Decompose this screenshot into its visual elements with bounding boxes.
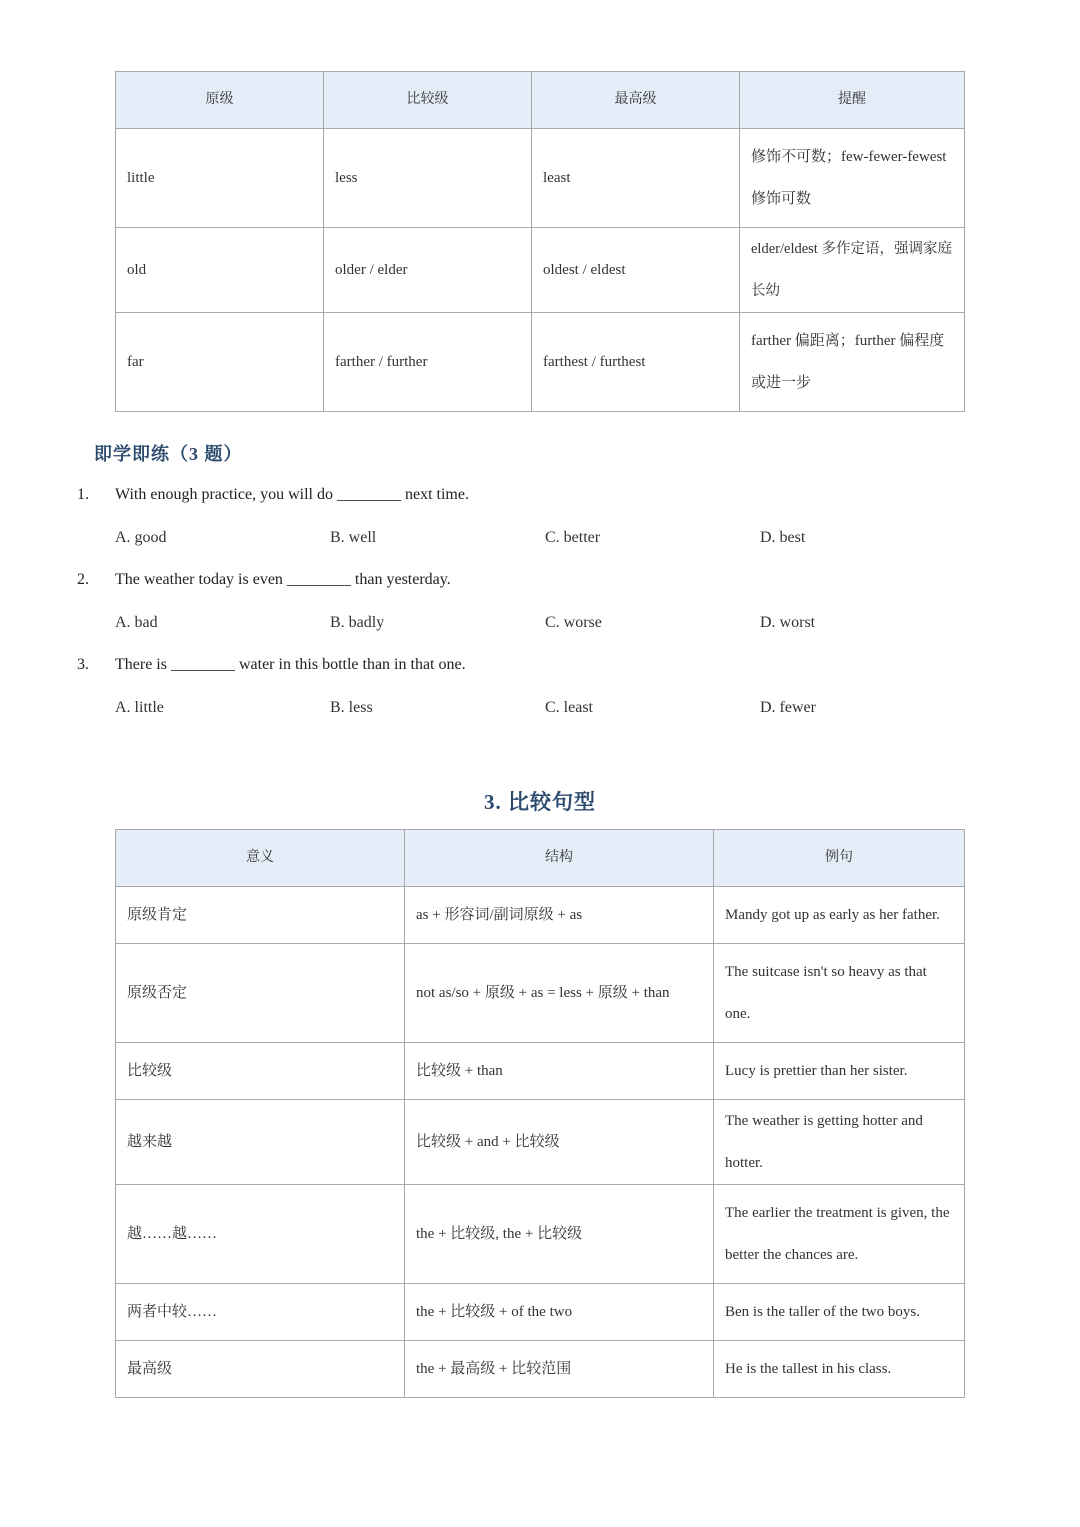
table-cell: Lucy is prettier than her sister.: [714, 1043, 965, 1100]
table-cell: 修饰不可数；few-fewer-fewest 修饰可数: [740, 129, 965, 228]
option-b: B. less: [330, 699, 373, 716]
practice-title: 即学即练（3 题）: [94, 444, 243, 464]
table-cell: far: [116, 313, 324, 412]
table-row: [116, 313, 965, 412]
table-row: [116, 1100, 965, 1185]
table-row: [116, 129, 965, 228]
option-a: A. good: [115, 529, 167, 546]
question-3: [77, 656, 466, 674]
table-cell: Mandy got up as early as her father.: [714, 887, 965, 944]
header-superlative: 最高级: [532, 72, 740, 129]
question-number: 1.: [77, 486, 89, 503]
table-cell: 最高级: [116, 1341, 405, 1398]
question-3-options: [115, 699, 975, 717]
header-structure: 结构: [405, 830, 714, 887]
table-header-row: [116, 72, 965, 129]
table-cell: farthest / furthest: [532, 313, 740, 412]
question-text: There is ________ water in this bottle than in that one.: [115, 656, 466, 673]
table-cell: less: [324, 129, 532, 228]
table-cell: 比较级 + and + 比较级: [405, 1100, 714, 1185]
table-cell: 两者中较……: [116, 1284, 405, 1341]
table-row: [116, 944, 965, 1043]
option-a: A. little: [115, 699, 164, 716]
option-b: B. well: [330, 529, 377, 546]
option-a: A. bad: [115, 614, 158, 631]
table-cell: The earlier the treatment is given, the better the chances are.: [714, 1185, 965, 1284]
table-cell: Ben is the taller of the two boys.: [714, 1284, 965, 1341]
section-3-heading: 3. 比较句型: [484, 790, 596, 814]
option-c: C. better: [545, 529, 601, 546]
option-d: D. worst: [760, 614, 816, 631]
table-cell: farther / further: [324, 313, 532, 412]
option-c: C. worse: [545, 614, 602, 631]
option-d: D. fewer: [760, 699, 816, 716]
option-b: B. badly: [330, 614, 385, 631]
table-cell: 比较级 + than: [405, 1043, 714, 1100]
table-cell: old: [116, 228, 324, 313]
table-cell: oldest / eldest: [532, 228, 740, 313]
table-cell: the + 比较级, the + 比较级: [405, 1185, 714, 1284]
header-meaning: 意义: [116, 830, 405, 887]
question-text: With enough practice, you will do ________ next time.: [115, 486, 469, 503]
table-cell: 原级否定: [116, 944, 405, 1043]
question-text: The weather today is even ________ than yesterday.: [115, 571, 451, 588]
table-cell: The weather is getting hotter and hotter.: [714, 1100, 965, 1185]
table-cell: elder/eldest 多作定语，强调家庭长幼: [740, 228, 965, 313]
header-comparative: 比较级: [324, 72, 532, 129]
header-example: 例句: [714, 830, 965, 887]
question-2-options: [115, 614, 975, 632]
question-2: [77, 571, 451, 589]
header-positive: 原级: [116, 72, 324, 129]
table-cell: 越来越: [116, 1100, 405, 1185]
table-cell: older / elder: [324, 228, 532, 313]
option-d: D. best: [760, 529, 806, 546]
comparison-patterns-table: [115, 829, 965, 1398]
table-row: [116, 1341, 965, 1398]
question-number: 3.: [77, 656, 89, 673]
table-cell: He is the tallest in his class.: [714, 1341, 965, 1398]
table-cell: not as/so + 原级 + as = less + 原级 + than: [405, 944, 714, 1043]
table-cell: 比较级: [116, 1043, 405, 1100]
table-cell: as + 形容词/副词原级 + as: [405, 887, 714, 944]
table-cell: the + 最高级 + 比较范围: [405, 1341, 714, 1398]
table-cell: least: [532, 129, 740, 228]
table-row: [116, 228, 965, 313]
option-c: C. least: [545, 699, 593, 716]
table-cell: little: [116, 129, 324, 228]
table-row: [116, 887, 965, 944]
question-1: [77, 486, 469, 504]
table-row: [116, 1284, 965, 1341]
table-header-row: [116, 830, 965, 887]
question-number: 2.: [77, 571, 89, 588]
question-1-options: [115, 529, 975, 547]
header-reminder: 提醒: [740, 72, 965, 129]
table-cell: 原级肯定: [116, 887, 405, 944]
table-row: [116, 1043, 965, 1100]
table-cell: the + 比较级 + of the two: [405, 1284, 714, 1341]
table-row: [116, 1185, 965, 1284]
table-cell: 越……越……: [116, 1185, 405, 1284]
table-cell: farther 偏距离；further 偏程度或进一步: [740, 313, 965, 412]
table-cell: The suitcase isn't so heavy as that one.: [714, 944, 965, 1043]
comparison-forms-table: [115, 71, 965, 412]
